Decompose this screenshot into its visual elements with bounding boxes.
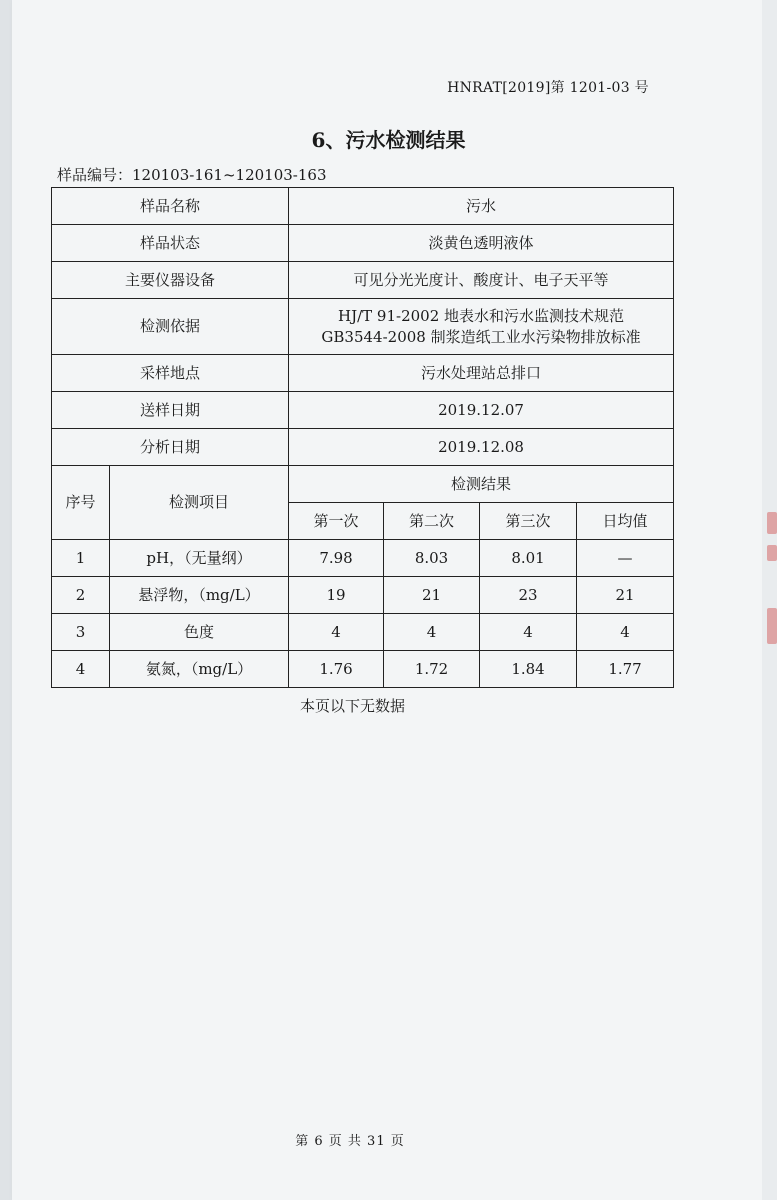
table-row <box>52 540 674 577</box>
row-value: 4 <box>289 614 384 651</box>
info-label: 主要仪器设备 <box>52 262 289 299</box>
seq-header: 序号 <box>52 466 110 540</box>
section-title: 6、污水检测结果 <box>311 128 466 152</box>
table-row <box>52 651 674 688</box>
info-value: 可见分光光度计、酸度计、电子天平等 <box>289 262 674 299</box>
row-value: 7.98 <box>289 540 384 577</box>
results-header-row <box>52 466 674 503</box>
page-number: 第 6 页 共 31 页 <box>295 1134 405 1149</box>
info-label: 样品名称 <box>52 188 289 225</box>
table-row <box>52 577 674 614</box>
standard-line-2: GB3544-2008 制浆造纸工业水污染物排放标准 <box>321 327 641 346</box>
water-test-results-table <box>51 187 674 688</box>
info-row <box>52 299 674 355</box>
row-value: 4 <box>384 614 480 651</box>
item-header: 检测项目 <box>110 466 289 540</box>
info-value <box>289 299 674 355</box>
info-value: 2019.12.07 <box>289 392 674 429</box>
row-value: — <box>577 540 674 577</box>
row-value: 1.77 <box>577 651 674 688</box>
info-row <box>52 262 674 299</box>
stamp-fragment-1 <box>767 512 777 534</box>
col-header-daily-average: 日均值 <box>577 503 674 540</box>
info-row <box>52 355 674 392</box>
info-label: 采样地点 <box>52 355 289 392</box>
standard-line-1: HJ/T 91-2002 地表水和污水监测技术规范 <box>338 307 625 326</box>
row-seq: 2 <box>52 577 110 614</box>
table-row <box>52 614 674 651</box>
stamp-fragment-2 <box>767 545 777 561</box>
row-value: 1.84 <box>480 651 577 688</box>
adjacent-page-edge <box>762 0 777 1200</box>
col-header-third: 第三次 <box>480 503 577 540</box>
row-item: 悬浮物，（mg/L） <box>110 577 289 614</box>
info-value: 淡黄色透明液体 <box>289 225 674 262</box>
col-header-second: 第二次 <box>384 503 480 540</box>
info-label: 检测依据 <box>52 299 289 355</box>
row-value: 4 <box>577 614 674 651</box>
row-value: 19 <box>289 577 384 614</box>
info-row <box>52 188 674 225</box>
info-row <box>52 225 674 262</box>
sample-number: 样品编号：120103-161~120103-163 <box>57 166 327 184</box>
row-value: 4 <box>480 614 577 651</box>
info-label: 送样日期 <box>52 392 289 429</box>
row-value: 1.76 <box>289 651 384 688</box>
info-value: 污水 <box>289 188 674 225</box>
row-item: pH，（无量纲） <box>110 540 289 577</box>
row-item: 色度 <box>110 614 289 651</box>
info-value: 污水处理站总排口 <box>289 355 674 392</box>
row-value: 1.72 <box>384 651 480 688</box>
info-row <box>52 392 674 429</box>
row-seq: 1 <box>52 540 110 577</box>
stamp-fragment-3 <box>767 608 777 644</box>
row-value: 23 <box>480 577 577 614</box>
row-item: 氨氮，（mg/L） <box>110 651 289 688</box>
info-value: 2019.12.08 <box>289 429 674 466</box>
row-value: 21 <box>577 577 674 614</box>
row-seq: 4 <box>52 651 110 688</box>
info-row <box>52 429 674 466</box>
col-header-first: 第一次 <box>289 503 384 540</box>
report-number: HNRAT[2019]第 1201-03 号 <box>447 80 649 96</box>
info-label: 样品状态 <box>52 225 289 262</box>
row-value: 8.03 <box>384 540 480 577</box>
no-more-data-note: 本页以下无数据 <box>299 697 405 715</box>
row-value: 21 <box>384 577 480 614</box>
result-header: 检测结果 <box>289 466 674 503</box>
info-label: 分析日期 <box>52 429 289 466</box>
row-seq: 3 <box>52 614 110 651</box>
row-value: 8.01 <box>480 540 577 577</box>
